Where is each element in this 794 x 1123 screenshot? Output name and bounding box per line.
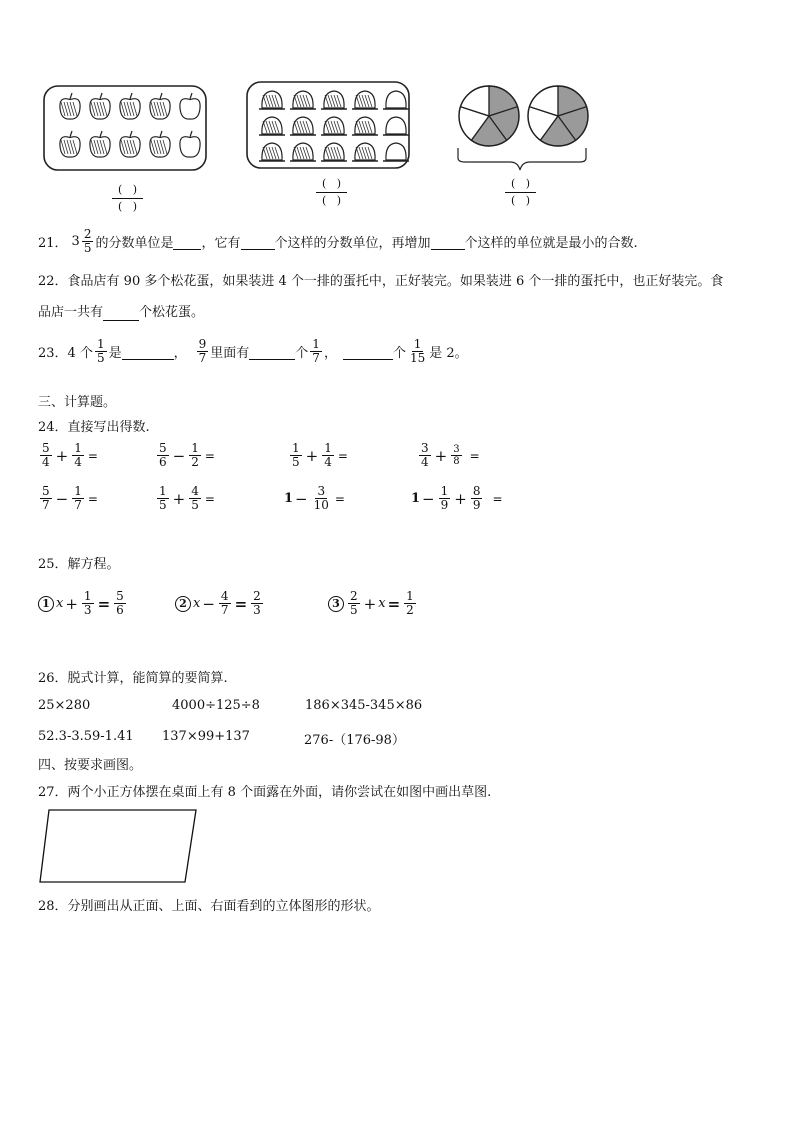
- question-28: 28．分别画出从正面、上面、右面看到的立体图形的形状。: [38, 899, 380, 914]
- fraction-circle: [528, 86, 588, 146]
- calc-24-1: $\frac{5}{4}$ + $\frac{1}{4}$ =: [42, 441, 98, 469]
- expr-6: 276-（176-98）: [304, 733, 405, 748]
- calc-24-5: $\frac{5}{7}$ − $\frac{1}{7}$ =: [42, 484, 98, 512]
- q23-blank-2[interactable]: [249, 344, 295, 360]
- question-22-line-1: 22．食品店有 90 多个松花蛋，如果装进 4 个一排的蛋托中，正好装完。如果装进 6 个一排的蛋托中，也正好装完。食: [38, 274, 724, 289]
- calc-24-4: $\frac{3}{4}$ + $\frac{3}{8}$ =: [421, 441, 480, 469]
- q21-blank-2[interactable]: [241, 234, 275, 250]
- answer-fraction-1[interactable]: $\frac{( )}{( )}$: [110, 182, 145, 215]
- answer-fraction-2[interactable]: $\frac{( )}{( )}$: [314, 176, 349, 209]
- calc-24-7: 1 − $\frac{3}{10}$ =: [284, 484, 345, 512]
- q22-blank[interactable]: [103, 305, 139, 321]
- eggs-box: [247, 82, 409, 168]
- q23-blank-3[interactable]: [343, 344, 393, 360]
- egg-icon: [321, 143, 347, 161]
- question-24-title: 24．直接写出得数.: [38, 420, 150, 435]
- apple-icon: [180, 93, 200, 119]
- question-25-title: 25．解方程。: [38, 557, 120, 572]
- section-4-heading: 四、按要求画图。: [38, 758, 143, 773]
- apple-icon: [60, 93, 80, 119]
- equation-3: 3 $\frac{2}{5}$ + x = $\frac{1}{2}$: [328, 590, 418, 617]
- egg-icon: [352, 117, 378, 135]
- apple-icon: [60, 131, 80, 157]
- calc-24-6: $\frac{1}{5}$ + $\frac{4}{5}$ =: [159, 484, 215, 512]
- parallelogram-drawing-area[interactable]: [38, 806, 202, 886]
- equation-1: 1 x + $\frac{1}{3}$ = $\frac{5}{6}$: [38, 590, 128, 617]
- fraction-circle: [459, 86, 519, 146]
- expr-5: 137×99+137: [162, 729, 250, 744]
- question-21: 21． 3 $\frac{2}{5}$ 的分数单位是 ，它有 个这样的分数单位，再增加 个这样的单位就是最小的合数.: [38, 227, 638, 255]
- egg-icon: [259, 91, 285, 109]
- question-23: 23．4 个 $\frac{1}{5}$ 是 ， $\frac{9}{7}$ 里面有 个 $\frac{1}{7}$ ， 个 $\frac{1}{15}$ 是 2。: [38, 337, 468, 365]
- apple-icon: [150, 131, 170, 157]
- apple-icon: [90, 131, 110, 157]
- apples-box: [44, 86, 206, 170]
- expr-2: 4000÷125÷8: [172, 698, 260, 713]
- apple-icon: [150, 93, 170, 119]
- q21-blank-1[interactable]: [173, 234, 201, 250]
- egg-icon: [259, 143, 285, 161]
- equation-2: 2 x − $\frac{4}{7}$ = $\frac{2}{3}$: [175, 590, 265, 617]
- egg-icon: [383, 91, 409, 109]
- q21-blank-3[interactable]: [431, 234, 465, 250]
- expr-1: 25×280: [38, 698, 91, 713]
- egg-icon: [383, 117, 409, 135]
- egg-icon: [290, 117, 316, 135]
- calc-24-8: 1 − $\frac{1}{9}$ + $\frac{8}{9}$ =: [411, 484, 503, 512]
- q23-blank-1[interactable]: [122, 344, 174, 360]
- answer-fraction-3[interactable]: $\frac{( )}{( )}$: [503, 176, 538, 209]
- apple-icon: [120, 93, 140, 119]
- question-22-line-2: 品店一共有 个松花蛋。: [38, 305, 205, 320]
- egg-icon: [352, 143, 378, 161]
- egg-icon: [290, 91, 316, 109]
- section-3-heading: 三、计算题。: [38, 395, 117, 410]
- apple-icon: [180, 131, 200, 157]
- egg-icon: [321, 117, 347, 135]
- egg-icon: [259, 117, 285, 135]
- circles-figure: [458, 86, 588, 170]
- apple-icon: [120, 131, 140, 157]
- calc-24-2: $\frac{5}{6}$ − $\frac{1}{2}$ =: [159, 441, 215, 469]
- fraction-figures: [40, 78, 600, 178]
- expr-4: 52.3-3.59-1.41: [38, 729, 134, 744]
- expr-3: 186×345-345×86: [305, 698, 423, 713]
- egg-icon: [290, 143, 316, 161]
- apple-icon: [90, 93, 110, 119]
- calc-24-3: $\frac{1}{5}$ + $\frac{1}{4}$ =: [292, 441, 348, 469]
- question-26-title: 26．脱式计算，能简算的要简算.: [38, 671, 228, 686]
- egg-icon: [383, 143, 409, 161]
- egg-icon: [352, 91, 378, 109]
- question-27: 27．两个小正方体摆在桌面上有 8 个面露在外面，请你尝试在如图中画出草图.: [38, 785, 492, 800]
- egg-icon: [321, 91, 347, 109]
